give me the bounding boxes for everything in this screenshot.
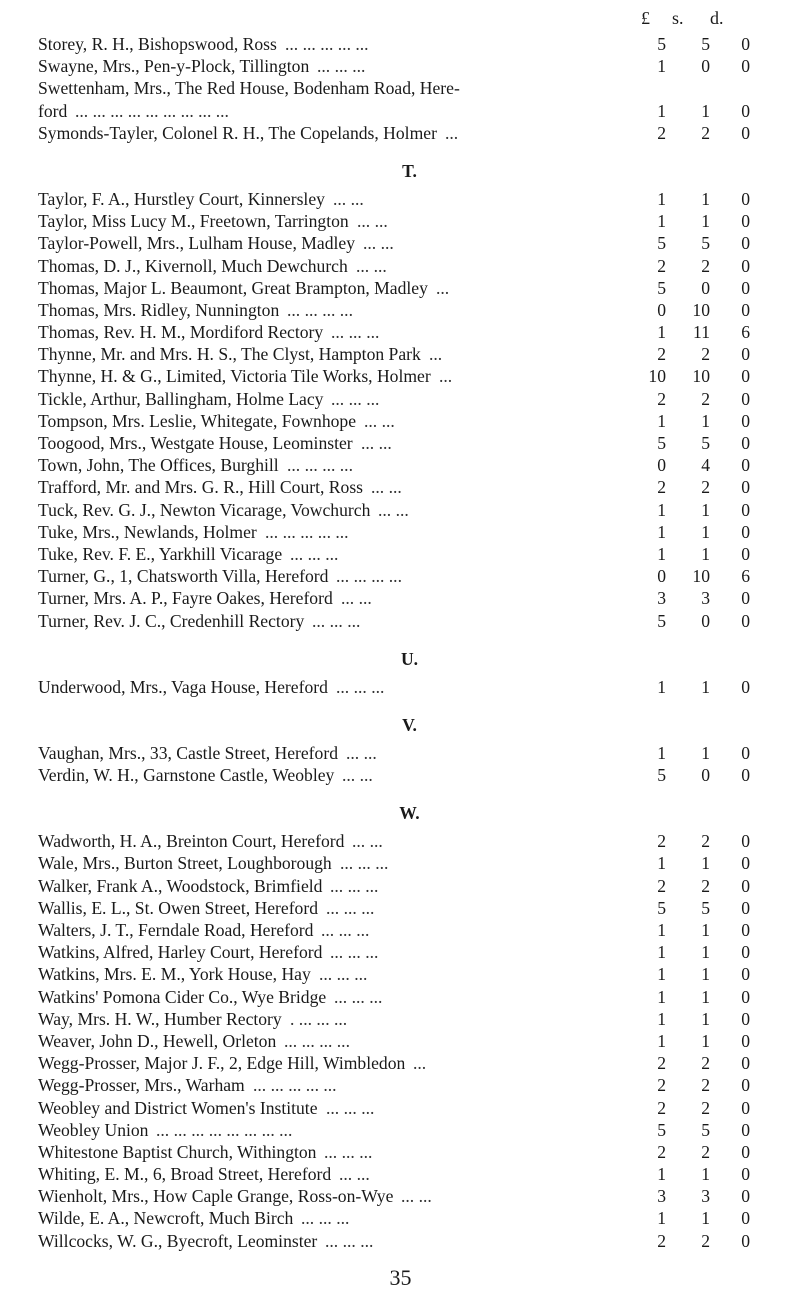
- pence-amount: 0: [741, 1119, 750, 1140]
- list-item: [0, 122, 801, 144]
- pounds-amount: 0: [657, 299, 666, 320]
- shillings-amount: 10: [692, 566, 710, 587]
- leader-dots: ... ... ...: [325, 1230, 374, 1251]
- pence-amount: 0: [741, 897, 750, 918]
- section-letter: T.: [402, 160, 417, 181]
- pounds-amount: 1: [657, 188, 666, 209]
- pence-amount: 0: [741, 455, 750, 476]
- pounds-amount: 1: [657, 1008, 666, 1029]
- leader-dots: ... ...: [401, 1186, 432, 1207]
- shillings-amount: 10: [692, 299, 710, 320]
- leader-dots: ... ... ...: [301, 1208, 350, 1229]
- pence-amount: 0: [741, 56, 750, 77]
- leader-dots: ... ...: [378, 499, 409, 520]
- subscriber-name: Tuck, Rev. G. J., Newton Vicarage, Vowchurch: [38, 499, 371, 520]
- list-item: [0, 77, 801, 99]
- subscriber-name: Watkins, Alfred, Harley Court, Hereford: [38, 942, 323, 963]
- leader-dots: ... ...: [357, 211, 388, 232]
- pounds-amount: 1: [657, 676, 666, 697]
- list-item: [0, 875, 801, 897]
- leader-dots: ... ... ...: [331, 322, 380, 343]
- leader-dots: ... ... ...: [321, 920, 370, 940]
- pounds-amount: 5: [657, 433, 666, 453]
- leader-dots: ... ...: [371, 477, 402, 498]
- pounds-amount: 5: [657, 277, 666, 298]
- leader-dots: ... ... ... ...: [287, 455, 353, 476]
- shillings-amount: 1: [701, 211, 710, 232]
- pounds-amount: 5: [657, 233, 666, 254]
- shillings-amount: 1: [701, 986, 710, 1007]
- shillings-amount: 2: [701, 122, 710, 143]
- subscriber-name: Wienholt, Mrs., How Caple Grange, Ross-on-Wye: [38, 1186, 394, 1207]
- shillings-amount: 0: [701, 56, 710, 77]
- leader-dots: ...: [436, 277, 450, 298]
- shillings-amount: 1: [701, 964, 710, 985]
- list-item: [0, 454, 801, 476]
- pounds-amount: 2: [657, 1075, 666, 1096]
- subscriber-name: Taylor, Miss Lucy M., Freetown, Tarrington: [38, 211, 349, 232]
- shillings-amount: 2: [701, 477, 710, 498]
- pounds-amount: 2: [657, 1053, 666, 1074]
- subscriber-name: Swettenham, Mrs., The Red House, Bodenham Road, Here-: [38, 78, 460, 99]
- subscriber-name: Symonds-Tayler, Colonel R. H., The Copelands, Holmer: [38, 122, 437, 143]
- list-item: [0, 365, 801, 387]
- pounds-header: £: [641, 8, 650, 28]
- section-letter: V.: [402, 714, 417, 735]
- shillings-amount: 11: [693, 322, 710, 343]
- pounds-amount: 2: [657, 1141, 666, 1162]
- pence-amount: 0: [741, 188, 750, 209]
- subscriber-name: Turner, Rev. J. C., Credenhill Rectory: [38, 610, 305, 631]
- leader-dots: ... ... ... ...: [284, 1030, 350, 1051]
- subscriber-name: Trafford, Mr. and Mrs. G. R., Hill Court, Ross: [38, 477, 364, 498]
- pounds-amount: 5: [657, 897, 666, 918]
- subscriber-name: Watkins, Mrs. E. M., York House, Hay: [38, 964, 311, 985]
- list-item: [0, 255, 801, 277]
- subscriber-name: Toogood, Mrs., Westgate House, Leominster: [38, 433, 353, 453]
- subscriber-name: Willcocks, W. G., Byecroft, Leominster: [38, 1230, 318, 1251]
- list-item: [0, 1163, 801, 1185]
- subscriber-name: Tompson, Mrs. Leslie, Whitegate, Fownhope: [38, 410, 357, 431]
- pence-amount: 0: [741, 1053, 750, 1074]
- pence-amount: 0: [741, 1164, 750, 1185]
- list-item: [0, 1030, 801, 1052]
- subscriber-name: Thomas, Rev. H. M., Mordiford Rectory: [38, 322, 324, 343]
- pence-amount: 0: [741, 1075, 750, 1096]
- shillings-amount: 5: [701, 233, 710, 254]
- leader-dots: ... ... ... ... ...: [253, 1075, 337, 1096]
- pence-amount: 0: [741, 853, 750, 874]
- subscriber-name: ford: [38, 100, 68, 121]
- pounds-amount: 2: [657, 122, 666, 143]
- list-item: [0, 986, 801, 1008]
- pence-amount: 0: [741, 1230, 750, 1251]
- subscriber-name: Whitestone Baptist Church, Withington: [38, 1141, 317, 1162]
- shillings-amount: 2: [701, 831, 710, 852]
- leader-dots: ...: [413, 1053, 427, 1074]
- subscriber-name: Thomas, Mrs. Ridley, Nunnington: [38, 299, 280, 320]
- leader-dots: ...: [429, 344, 443, 365]
- section-letter: U.: [400, 648, 419, 669]
- leader-dots: ... ...: [333, 188, 364, 209]
- list-item: [0, 963, 801, 985]
- leader-dots: ... ... ... ...: [287, 299, 353, 320]
- pence-amount: 0: [741, 964, 750, 985]
- shillings-amount: 5: [701, 1119, 710, 1140]
- leader-dots: ... ...: [339, 1164, 370, 1185]
- pounds-amount: 2: [657, 1097, 666, 1118]
- section-letter: W.: [399, 803, 420, 824]
- list-item: [0, 1185, 801, 1207]
- pounds-amount: 1: [657, 920, 666, 940]
- subscriber-name: Way, Mrs. H. W., Humber Rectory: [38, 1008, 282, 1029]
- subscriber-name: Town, John, The Offices, Burghill: [38, 455, 279, 476]
- pence-amount: 0: [741, 986, 750, 1007]
- list-item: [0, 343, 801, 365]
- pence-header: d.: [710, 8, 724, 28]
- list-item: [0, 33, 801, 55]
- pounds-amount: 2: [657, 831, 666, 852]
- pence-amount: 0: [741, 1008, 750, 1029]
- subscriber-name: Underwood, Mrs., Vaga House, Hereford: [38, 676, 328, 697]
- pence-amount: 0: [741, 920, 750, 940]
- leader-dots: ...: [439, 366, 453, 387]
- leader-dots: ... ... ...: [326, 1097, 375, 1118]
- pence-amount: 0: [741, 1030, 750, 1051]
- pence-amount: 0: [741, 521, 750, 542]
- pence-amount: 0: [741, 1141, 750, 1162]
- pence-amount: 0: [741, 344, 750, 365]
- list-item: [0, 742, 801, 764]
- subscriber-name: Vaughan, Mrs., 33, Castle Street, Hereford: [38, 742, 338, 763]
- pence-amount: 0: [741, 433, 750, 453]
- subscriber-name: Whiting, E. M., 6, Broad Street, Hereford: [38, 1164, 332, 1185]
- leader-dots: ... ... ... ...: [336, 566, 402, 587]
- pence-amount: 0: [741, 765, 750, 786]
- list-item: [0, 941, 801, 963]
- pounds-amount: 2: [657, 344, 666, 365]
- leader-dots: ... ...: [346, 742, 377, 763]
- subscriber-name: Weobley Union: [38, 1119, 149, 1140]
- section-gap: [0, 786, 801, 796]
- list-item: [0, 100, 801, 122]
- pounds-amount: 1: [657, 211, 666, 232]
- subscriber-name: Tuke, Mrs., Newlands, Holmer: [38, 521, 257, 542]
- list-item: [0, 1119, 801, 1141]
- list-item: [0, 1052, 801, 1074]
- subscriber-name: Wallis, E. L., St. Owen Street, Hereford: [38, 897, 319, 918]
- leader-dots: ... ... ...: [331, 388, 380, 409]
- list-item: [0, 188, 801, 210]
- subscriber-list: [0, 33, 801, 1252]
- pounds-amount: 5: [657, 1119, 666, 1140]
- pence-amount: 0: [741, 499, 750, 520]
- list-item: [0, 764, 801, 786]
- currency-header: [620, 8, 790, 32]
- pence-amount: 0: [741, 100, 750, 121]
- subscriber-name: Thynne, H. & G., Limited, Victoria Tile Works, Holmer: [38, 366, 431, 387]
- subscriber-name: Wilde, E. A., Newcroft, Much Birch: [38, 1208, 294, 1229]
- shillings-amount: 1: [701, 1164, 710, 1185]
- leader-dots: ... ... ...: [290, 543, 339, 564]
- subscriber-name: Wegg-Prosser, Major J. F., 2, Edge Hill, Wimbledon: [38, 1053, 406, 1074]
- pounds-amount: 1: [657, 1030, 666, 1051]
- pounds-amount: 3: [657, 588, 666, 609]
- list-item: [0, 476, 801, 498]
- shillings-amount: 1: [701, 853, 710, 874]
- section-gap: [0, 698, 801, 708]
- shillings-amount: 1: [701, 188, 710, 209]
- subscriber-name: Watkins' Pomona Cider Co., Wye Bridge: [38, 986, 327, 1007]
- pounds-amount: 1: [657, 521, 666, 542]
- list-item: [0, 1207, 801, 1229]
- shillings-amount: 0: [701, 277, 710, 298]
- subscriber-name: Walker, Frank A., Woodstock, Brimfield: [38, 875, 323, 896]
- subscriber-name: Thomas, Major L. Beaumont, Great Brampton, Madley: [38, 277, 428, 298]
- leader-dots: ...: [445, 122, 459, 143]
- leader-dots: ... ... ...: [324, 1141, 373, 1162]
- pence-amount: 6: [741, 322, 750, 343]
- section-gap: [0, 632, 801, 642]
- shillings-amount: 1: [701, 521, 710, 542]
- shillings-amount: 1: [701, 742, 710, 763]
- subscriber-name: Turner, G., 1, Chatsworth Villa, Hereford: [38, 566, 329, 587]
- subscriber-name: Swayne, Mrs., Pen-y-Plock, Tillington: [38, 56, 310, 77]
- subscriber-name: Walters, J. T., Ferndale Road, Hereford: [38, 920, 314, 940]
- list-item: [0, 919, 801, 941]
- pounds-amount: 1: [657, 410, 666, 431]
- shillings-amount: 2: [701, 1230, 710, 1251]
- pounds-amount: 1: [657, 100, 666, 121]
- pence-amount: 0: [741, 34, 750, 54]
- subscriber-name: Taylor, F. A., Hurstley Court, Kinnersley: [38, 188, 325, 209]
- pence-amount: 0: [741, 477, 750, 498]
- shillings-amount: 4: [701, 455, 710, 476]
- leader-dots: ... ... ...: [326, 897, 375, 918]
- shillings-amount: 1: [701, 410, 710, 431]
- pounds-amount: 2: [657, 477, 666, 498]
- list-item: [0, 830, 801, 852]
- pounds-amount: 1: [657, 1164, 666, 1185]
- leader-dots: ... ...: [364, 410, 395, 431]
- shillings-amount: 1: [701, 920, 710, 940]
- pence-amount: 0: [741, 942, 750, 963]
- shillings-amount: 1: [701, 942, 710, 963]
- subscriber-name: Tuke, Rev. F. E., Yarkhill Vicarage: [38, 543, 283, 564]
- shillings-amount: 2: [701, 255, 710, 276]
- list-item: [0, 587, 801, 609]
- shillings-amount: 1: [701, 1030, 710, 1051]
- pounds-amount: 5: [657, 34, 666, 54]
- shillings-amount: 5: [701, 34, 710, 54]
- pounds-amount: 0: [657, 455, 666, 476]
- pounds-amount: 5: [657, 765, 666, 786]
- pence-amount: 0: [741, 676, 750, 697]
- shillings-amount: 5: [701, 897, 710, 918]
- shillings-amount: 1: [701, 100, 710, 121]
- pounds-amount: 1: [657, 853, 666, 874]
- pence-amount: 0: [741, 543, 750, 564]
- shillings-amount: 10: [692, 366, 710, 387]
- pence-amount: 0: [741, 211, 750, 232]
- pounds-amount: 1: [657, 322, 666, 343]
- leader-dots: ... ... ...: [330, 875, 379, 896]
- leader-dots: ... ... ... ... ...: [265, 521, 349, 542]
- subscriber-name: Turner, Mrs. A. P., Fayre Oakes, Hereford: [38, 588, 333, 609]
- pence-amount: 0: [741, 1208, 750, 1229]
- leader-dots: ... ... ...: [317, 56, 366, 77]
- pounds-amount: 1: [657, 742, 666, 763]
- subscriber-name: Wale, Mrs., Burton Street, Loughborough: [38, 853, 332, 874]
- pence-amount: 0: [741, 875, 750, 896]
- list-item: [0, 432, 801, 454]
- list-item: [0, 1097, 801, 1119]
- pounds-amount: 1: [657, 543, 666, 564]
- list-item: [0, 1008, 801, 1030]
- list-item: [0, 1141, 801, 1163]
- subscriber-name: Wegg-Prosser, Mrs., Warham: [38, 1075, 245, 1096]
- shillings-amount: 2: [701, 388, 710, 409]
- list-item: [0, 852, 801, 874]
- pence-amount: 0: [741, 233, 750, 254]
- shillings-amount: 2: [701, 1097, 710, 1118]
- shillings-amount: 1: [701, 543, 710, 564]
- list-item: [0, 299, 801, 321]
- pounds-amount: 2: [657, 388, 666, 409]
- shillings-amount: 1: [701, 676, 710, 697]
- list-item: [0, 521, 801, 543]
- pounds-amount: 5: [657, 610, 666, 631]
- shillings-header: s.: [672, 8, 684, 28]
- pounds-amount: 10: [648, 366, 666, 387]
- pence-amount: 6: [741, 566, 750, 587]
- shillings-amount: 2: [701, 1141, 710, 1162]
- page-number: 35: [389, 1265, 412, 1290]
- subscriber-name: Thomas, D. J., Kivernoll, Much Dewchurch: [38, 255, 348, 276]
- pence-amount: 0: [741, 831, 750, 852]
- leader-dots: ... ... ... ... ...: [285, 34, 369, 54]
- list-item: [0, 277, 801, 299]
- shillings-amount: 2: [701, 1053, 710, 1074]
- shillings-amount: 1: [701, 1008, 710, 1029]
- section-gap: [0, 144, 801, 154]
- pounds-amount: 1: [657, 1208, 666, 1229]
- pence-amount: 0: [741, 122, 750, 143]
- subscriber-name: Weobley and District Women's Institute: [38, 1097, 318, 1118]
- leader-dots: . ... ... ...: [290, 1008, 348, 1029]
- list-item: [0, 210, 801, 232]
- pounds-amount: 0: [657, 566, 666, 587]
- leader-dots: ... ...: [341, 588, 372, 609]
- pounds-amount: 2: [657, 255, 666, 276]
- list-item: [0, 1230, 801, 1252]
- leader-dots: ... ...: [356, 255, 387, 276]
- pounds-amount: 1: [657, 964, 666, 985]
- pounds-amount: 2: [657, 1230, 666, 1251]
- list-item: [0, 543, 801, 565]
- pence-amount: 0: [741, 299, 750, 320]
- pence-amount: 0: [741, 388, 750, 409]
- shillings-amount: 0: [701, 610, 710, 631]
- pounds-amount: 1: [657, 56, 666, 77]
- leader-dots: ... ... ...: [312, 610, 361, 631]
- shillings-amount: 2: [701, 344, 710, 365]
- shillings-amount: 1: [701, 1208, 710, 1229]
- shillings-amount: 3: [701, 1186, 710, 1207]
- pence-amount: 0: [741, 255, 750, 276]
- subscriber-name: Tickle, Arthur, Ballingham, Holme Lacy: [38, 388, 324, 409]
- subscriber-name: Taylor-Powell, Mrs., Lulham House, Madley: [38, 233, 356, 254]
- leader-dots: ... ...: [352, 831, 383, 852]
- pence-amount: 0: [741, 742, 750, 763]
- shillings-amount: 2: [701, 875, 710, 896]
- leader-dots: ... ... ... ... ... ... ... ...: [156, 1119, 293, 1140]
- leader-dots: ... ... ... ... ... ... ... ... ...: [75, 100, 229, 121]
- shillings-amount: 0: [701, 765, 710, 786]
- pence-amount: 0: [741, 588, 750, 609]
- leader-dots: ... ...: [342, 765, 373, 786]
- pence-amount: 0: [741, 610, 750, 631]
- shillings-amount: 3: [701, 588, 710, 609]
- leader-dots: ... ... ...: [340, 853, 389, 874]
- list-item: [0, 410, 801, 432]
- leader-dots: ... ... ...: [334, 986, 383, 1007]
- subscriber-name: Wadworth, H. A., Breinton Court, Hereford: [38, 831, 345, 852]
- list-item: [0, 232, 801, 254]
- subscriber-name: Verdin, W. H., Garnstone Castle, Weobley: [38, 765, 335, 786]
- pence-amount: 0: [741, 1186, 750, 1207]
- pence-amount: 0: [741, 366, 750, 387]
- pounds-amount: 1: [657, 499, 666, 520]
- list-item: [0, 321, 801, 343]
- list-item: [0, 676, 801, 698]
- leader-dots: ... ... ...: [336, 676, 385, 697]
- shillings-amount: 5: [701, 433, 710, 453]
- list-item: [0, 565, 801, 587]
- subscriber-name: Thynne, Mr. and Mrs. H. S., The Clyst, Hampton Park: [38, 344, 421, 365]
- list-item: [0, 897, 801, 919]
- list-item: [0, 1074, 801, 1096]
- leader-dots: ... ... ...: [319, 964, 368, 985]
- shillings-amount: 2: [701, 1075, 710, 1096]
- list-item: [0, 610, 801, 632]
- pounds-amount: 1: [657, 986, 666, 1007]
- pence-amount: 0: [741, 410, 750, 431]
- leader-dots: ... ...: [363, 233, 394, 254]
- leader-dots: ... ...: [361, 433, 392, 453]
- pounds-amount: 3: [657, 1186, 666, 1207]
- list-item: [0, 388, 801, 410]
- pence-amount: 0: [741, 1097, 750, 1118]
- pence-amount: 0: [741, 277, 750, 298]
- leader-dots: ... ... ...: [330, 942, 379, 963]
- list-item: [0, 499, 801, 521]
- subscriber-name: Weaver, John D., Hewell, Orleton: [38, 1030, 277, 1051]
- pounds-amount: 2: [657, 875, 666, 896]
- list-item: [0, 55, 801, 77]
- pounds-amount: 1: [657, 942, 666, 963]
- shillings-amount: 1: [701, 499, 710, 520]
- subscriber-name: Storey, R. H., Bishopswood, Ross: [38, 34, 277, 54]
